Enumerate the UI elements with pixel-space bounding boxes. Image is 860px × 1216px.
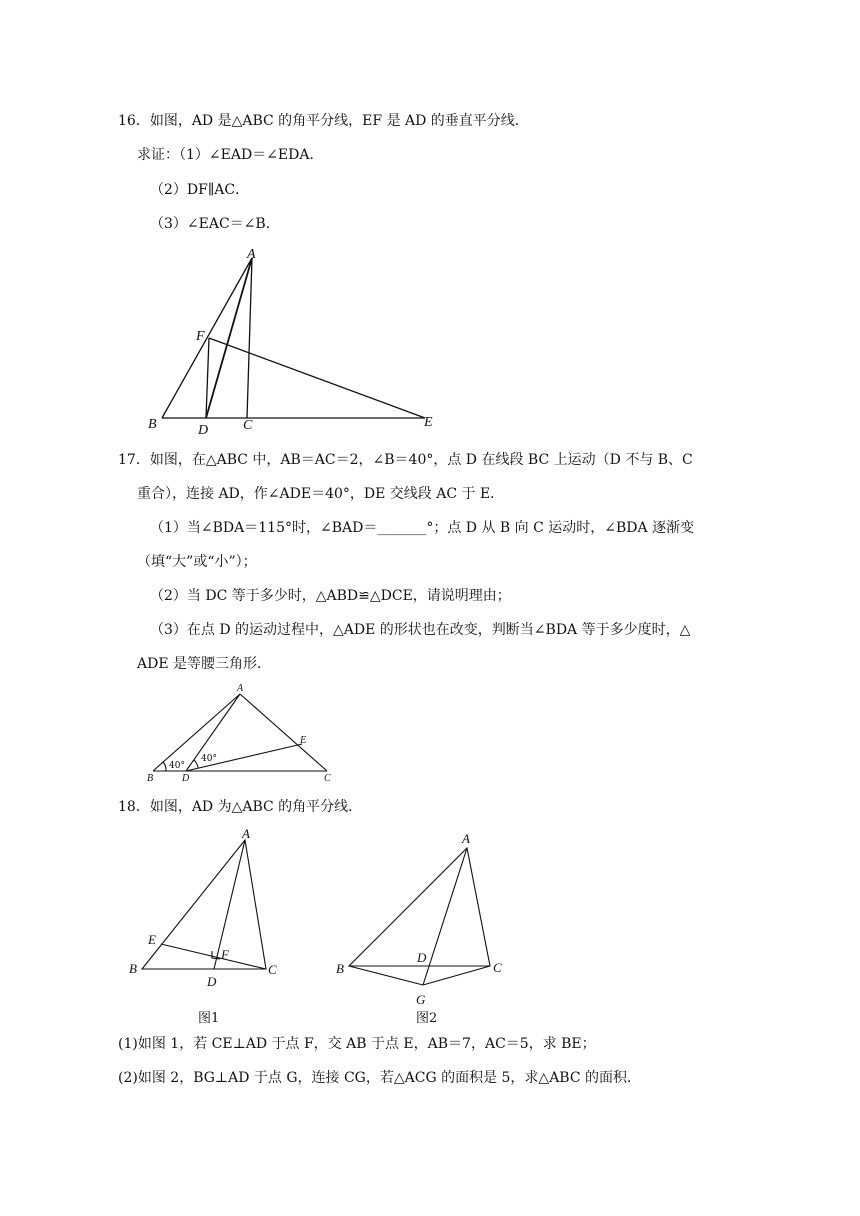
q18-figure-1 [125,822,295,1030]
q16-part2: （2）DF∥AC． [150,182,250,198]
q18-f2-label-C: C [493,960,502,975]
q17-figure [140,680,340,788]
q17-label-B: B [147,773,154,784]
q16-label-F: F [196,329,205,344]
q18-f2-triangle-ABC [349,848,490,966]
q18-f2-label-D: D [417,950,427,965]
q16-label-E: E [424,415,433,430]
q18-f2-seg-AG [423,848,467,985]
q17-part1-line2: （填“大”或“小”）； [137,554,257,570]
q17-angle-d-label: 40° [201,754,217,764]
q18-figure-2 [330,822,520,1030]
q18-f2-seg-CG [423,966,490,985]
q16-part1: 求证：（1）∠EAD＝∠EDA． [137,147,324,163]
q17-angle-b-label: 40° [169,761,185,771]
q18-f2-label-G: G [416,992,426,1007]
q18-fig1-caption: 图1 [198,1011,220,1026]
q16-label-C: C [243,418,253,433]
q18-f1-label-C: C [268,962,277,977]
q17-angle-arc-d [194,760,198,768]
q17-part1-line1: （1）当∠BDA＝115°时，∠BAD＝_______°；点 D 从 B 向 C 运动时，∠BDA 逐渐变 [150,520,695,536]
q18-f1-triangle-ABC [142,840,266,969]
q17-label-A: A [237,683,244,694]
q17-stem-line2: 重合），连接 AD，作∠ADE＝40°，DE 交线段 AC 于 E． [137,486,505,502]
q18-f1-label-B: B [129,961,137,976]
q17-label-E: E [300,735,307,746]
q16-stem: 16．如图，AD 是△ABC 的角平分线，EF 是 AD 的垂直平分线． [118,113,529,129]
q17-part3-line2: ADE 是等腰三角形． [137,656,272,672]
q16-part3: （3）∠EAC＝∠B． [150,216,280,232]
q18-f2-label-B: B [336,961,344,976]
q16-seg-FE [209,338,425,418]
q18-f2-label-A: A [462,831,470,846]
q16-label-B: B [148,417,157,432]
q18-part2: (2)如图 2，BG⊥AD 于点 G，连接 CG，若△ACG 的面积是 5，求△ABC 的面积． [118,1070,642,1086]
q16-seg-AD [206,258,252,418]
q18-f1-label-E: E [148,932,156,947]
q18-f1-label-D: D [207,974,217,989]
q18-f1-label-F: F [221,947,229,962]
q17-part3-line1: （3）在点 D 的运动过程中，△ADE 的形状也在改变，判断当∠BDA 等于多少度时，△ [150,622,691,638]
q18-fig2-caption: 图2 [416,1011,438,1026]
q18-stem: 18．如图，AD 为△ABC 的角平分线． [118,799,363,815]
q17-label-D: D [182,773,190,784]
q17-part2: （2）当 DC 等于多少时，△ABD≌△DCE，请说明理由； [150,588,511,604]
q17-seg-AC [240,694,327,771]
q18-f1-seg-EC [161,944,266,969]
q18-f1-label-A: A [242,826,250,841]
q17-stem-line1: 17．如图，在△ABC 中，AB＝AC＝2，∠B＝40°，点 D 在线段 BC 上运动（D 不与 B、C [118,452,693,468]
q18-f2-seg-BG [349,966,423,985]
q16-label-D: D [198,423,209,438]
q16-label-A: A [247,247,256,262]
q18-part1: (1)如图 1，若 CE⊥AD 于点 F，交 AB 于点 E，AB＝7，AC＝5，求 BE； [118,1036,596,1052]
q16-figure [140,240,450,440]
q17-label-C: C [324,773,331,784]
q17-angle-arc-b [163,762,166,771]
q17-seg-AB [153,694,240,771]
q16-seg-AC [247,258,252,418]
